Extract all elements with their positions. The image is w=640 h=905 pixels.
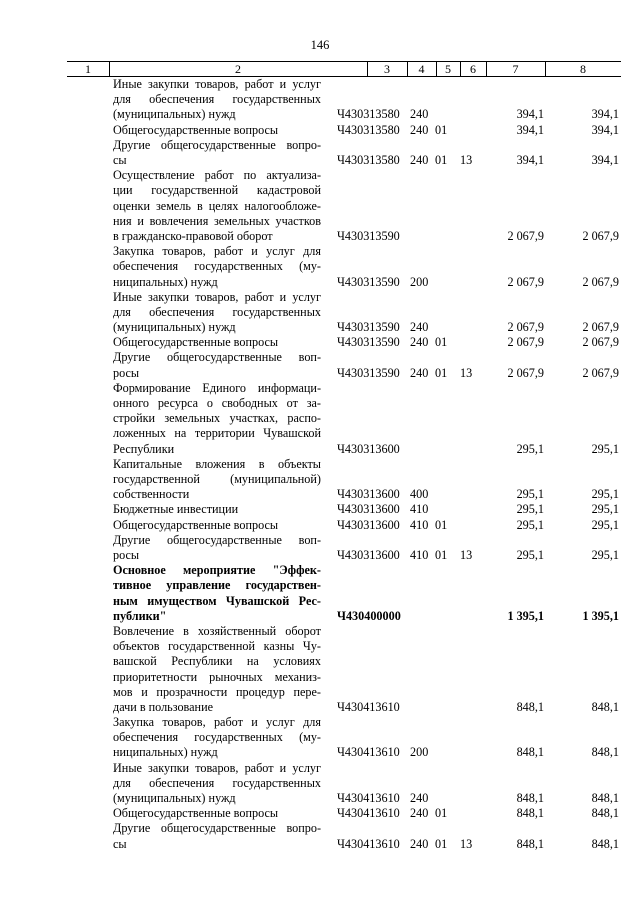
description-line: Общегосударственные вопросы [113,517,279,532]
table-row [0,335,640,350]
description-line: для обеспечения государственных [113,775,321,790]
cell-c7: 394,1 [516,107,544,122]
cell-c3: Ч430313590 [337,320,400,335]
header-col-7: 7 [512,62,519,76]
row-description [113,457,321,503]
description-line: Закупка товаров, работ и услуг для [113,244,321,259]
description-line: объектов государственной казны Чу- [113,639,321,654]
cell-c7: 2 067,9 [507,228,544,243]
header-col-2: 2 [235,62,241,76]
description-line: стройки земельных участках, распо- [113,411,321,426]
description-line: тивное управление государствен- [113,578,321,593]
description-line: (муниципальных) нужд [113,107,236,122]
cell-c4: 240 [410,335,429,350]
cell-c7: 848,1 [516,836,544,851]
cell-c5: 01 [435,836,448,851]
row-description [113,335,321,350]
description-line: росы [113,365,140,380]
cell-c3: Ч430413610 [337,791,400,806]
description-line: Закупка товаров, работ и услуг для [113,715,321,730]
description-line: Бюджетные инвестиции [113,502,239,517]
cell-c5: 01 [435,548,448,562]
description-line: приоритетности рыночных механиз- [113,669,321,684]
cell-c7: 848,1 [516,745,544,760]
cell-c4: 240 [410,152,429,167]
cell-c6: 13 [460,548,473,562]
cell-c3: Ч430313590 [337,335,400,350]
cell-c7: 848,1 [516,806,544,821]
cell-c4: 410 [410,548,429,562]
cell-c8: 848,1 [591,791,619,806]
cell-c8: 848,1 [591,806,619,821]
description-line: ния и вовлечения земельных участков [113,213,321,228]
description-line: в гражданско-правовой оборот [113,228,273,243]
description-line: для обеспечения государственных [113,92,321,107]
cell-c7: 2 067,9 [507,320,544,335]
table-row [0,761,640,807]
table-row [0,381,640,457]
cell-c4: 400 [410,487,429,502]
row-description [113,138,321,168]
description-line: Иные закупки товаров, работ и услуг [113,289,321,304]
row-description [113,244,321,290]
cell-c7: 848,1 [516,791,544,806]
cell-c6: 13 [460,836,473,851]
table-row [0,518,640,533]
cell-c8: 1 395,1 [582,608,619,623]
description-line: ции государственной кадастровой [113,183,321,198]
cell-c6: 13 [460,365,473,380]
cell-c8: 2 067,9 [582,228,619,243]
description-line: публики" [113,608,167,623]
cell-c3: Ч430400000 [337,608,401,623]
table-body [0,77,640,852]
cell-c3: Ч430413610 [337,745,400,760]
table-row [0,624,640,715]
header-col-6: 6 [470,62,476,76]
row-description [113,806,321,821]
description-line: (муниципальных) нужд [113,791,236,806]
cell-c4: 410 [410,502,429,517]
description-line: ложенных на территории Чувашской [113,426,321,441]
cell-c8: 2 067,9 [582,335,619,350]
cell-c4: 240 [410,122,429,137]
table-row [0,563,640,624]
cell-c7: 295,1 [516,502,544,517]
header-col-3: 3 [384,62,390,76]
cell-c4: 410 [410,517,429,532]
cell-c4: 240 [410,107,429,122]
description-line: мов и прозрачности процедур пере- [113,684,321,699]
cell-c8: 2 067,9 [582,274,619,289]
table-row [0,457,640,503]
header-col-1: 1 [85,62,91,76]
cell-c6: 13 [460,152,473,167]
cell-c7: 295,1 [516,548,544,562]
cell-c5: 01 [435,806,448,821]
row-description [113,350,321,380]
cell-c5: 01 [435,335,448,350]
row-description [113,821,321,851]
cell-c3: Ч430313590 [337,228,400,243]
row-description [113,77,321,123]
cell-c3: Ч430313580 [337,107,400,122]
cell-c3: Ч430313580 [337,152,400,167]
table-row [0,821,640,851]
row-description [113,502,321,517]
table-row [0,123,640,138]
cell-c3: Ч430313580 [337,122,400,137]
cell-c7: 2 067,9 [507,335,544,350]
description-line: (муниципальных) нужд [113,320,236,335]
description-line: Вовлечение в хозяйственный оборот [113,623,321,638]
cell-c4: 240 [410,320,429,335]
description-line: Общегосударственные вопросы [113,335,279,350]
description-line: собственности [113,487,190,502]
cell-c8: 848,1 [591,699,619,714]
cell-c3: Ч430413610 [337,836,400,851]
row-description [113,290,321,336]
cell-c8: 295,1 [591,487,619,502]
cell-c3: Ч430313600 [337,502,400,517]
row-description [113,563,321,624]
page-number: 146 [310,38,330,52]
description-line: вашской Республики на условиях [113,654,321,669]
cell-c7: 848,1 [516,699,544,714]
table-row [0,806,640,821]
cell-c4: 240 [410,836,429,851]
row-description [113,381,321,457]
description-line: Другие общегосударственные вопро- [113,137,321,152]
cell-c8: 295,1 [591,441,619,456]
cell-c3: Ч430413610 [337,699,400,714]
cell-c5: 01 [435,152,448,167]
cell-c8: 2 067,9 [582,320,619,335]
cell-c8: 394,1 [591,107,619,122]
description-line: ниципальных) нужд [113,745,218,760]
cell-c7: 295,1 [516,487,544,502]
table-row [0,77,640,123]
cell-c8: 394,1 [591,152,619,167]
cell-c5: 01 [435,517,448,532]
row-description [113,533,321,563]
description-line: Другие общегосударственные воп- [113,532,321,547]
description-line: Капитальные вложения в объекты [113,456,321,471]
description-line: для обеспечения государственных [113,304,321,319]
table-row [0,244,640,290]
description-line: Иные закупки товаров, работ и услуг [113,760,321,775]
cell-c7: 2 067,9 [507,274,544,289]
description-line: Иные закупки товаров, работ и услуг [113,77,321,91]
cell-c4: 240 [410,806,429,821]
cell-c3: Ч430313600 [337,548,400,562]
cell-c3: Ч430313600 [337,487,400,502]
header-col-5: 5 [445,62,451,76]
cell-c7: 2 067,9 [507,365,544,380]
row-description [113,761,321,807]
cell-c7: 394,1 [516,152,544,167]
cell-c4: 240 [410,365,429,380]
header-col-4: 4 [418,62,425,76]
cell-c7: 295,1 [516,441,544,456]
row-description [113,518,321,533]
cell-c8: 295,1 [591,517,619,532]
row-description [113,123,321,138]
description-line: Общегосударственные вопросы [113,806,279,821]
description-line: Другие общегосударственные вопро- [113,821,321,836]
row-description [113,715,321,761]
description-line: Республики [113,441,175,456]
cell-c4: 240 [410,791,429,806]
table-row [0,168,640,244]
table-row [0,715,640,761]
description-line: ниципальных) нужд [113,274,218,289]
cell-c7: 295,1 [516,517,544,532]
description-line: обеспечения государственных (му- [113,259,321,274]
description-line: государственной (муниципальной) [113,472,321,487]
table-row [0,502,640,517]
cell-c8: 295,1 [591,548,619,562]
cell-c3: Ч430313600 [337,441,400,456]
cell-c8: 394,1 [591,122,619,137]
table-row [0,290,640,336]
cell-c3: Ч430313600 [337,517,400,532]
cell-c8: 848,1 [591,745,619,760]
cell-c5: 01 [435,365,448,380]
table-row [0,533,640,563]
description-line: Другие общегосударственные воп- [113,350,321,365]
cell-c8: 295,1 [591,502,619,517]
cell-c4: 200 [410,274,429,289]
description-line: росы [113,548,140,562]
description-line: ным имуществом Чувашской Рес- [113,593,321,608]
cell-c8: 848,1 [591,836,619,851]
header-col-8: 8 [580,62,586,76]
description-line: обеспечения государственных (му- [113,730,321,745]
cell-c5: 01 [435,122,448,137]
table-row [0,350,640,380]
cell-c3: Ч430313590 [337,274,400,289]
description-line: дачи в пользование [113,699,214,714]
row-description [113,168,321,244]
description-line: сы [113,836,127,851]
cell-c7: 1 395,1 [507,608,544,623]
description-line: Формирование Единого информаци- [113,380,321,395]
description-line: онного ресурса о свободных от за- [113,396,321,411]
cell-c4: 200 [410,745,429,760]
row-description [113,624,321,715]
description-line: Основное мероприятие "Эффек- [113,563,321,578]
cell-c7: 394,1 [516,122,544,137]
cell-c3: Ч430313590 [337,365,400,380]
description-line: сы [113,152,127,167]
description-line: Общегосударственные вопросы [113,122,279,137]
cell-c3: Ч430413610 [337,806,400,821]
description-line: оценки земель в целях налогообложе- [113,198,321,213]
description-line: Осуществление работ по актуализа- [113,168,321,183]
table-header [67,61,621,77]
cell-c8: 2 067,9 [582,365,619,380]
table-row [0,138,640,168]
